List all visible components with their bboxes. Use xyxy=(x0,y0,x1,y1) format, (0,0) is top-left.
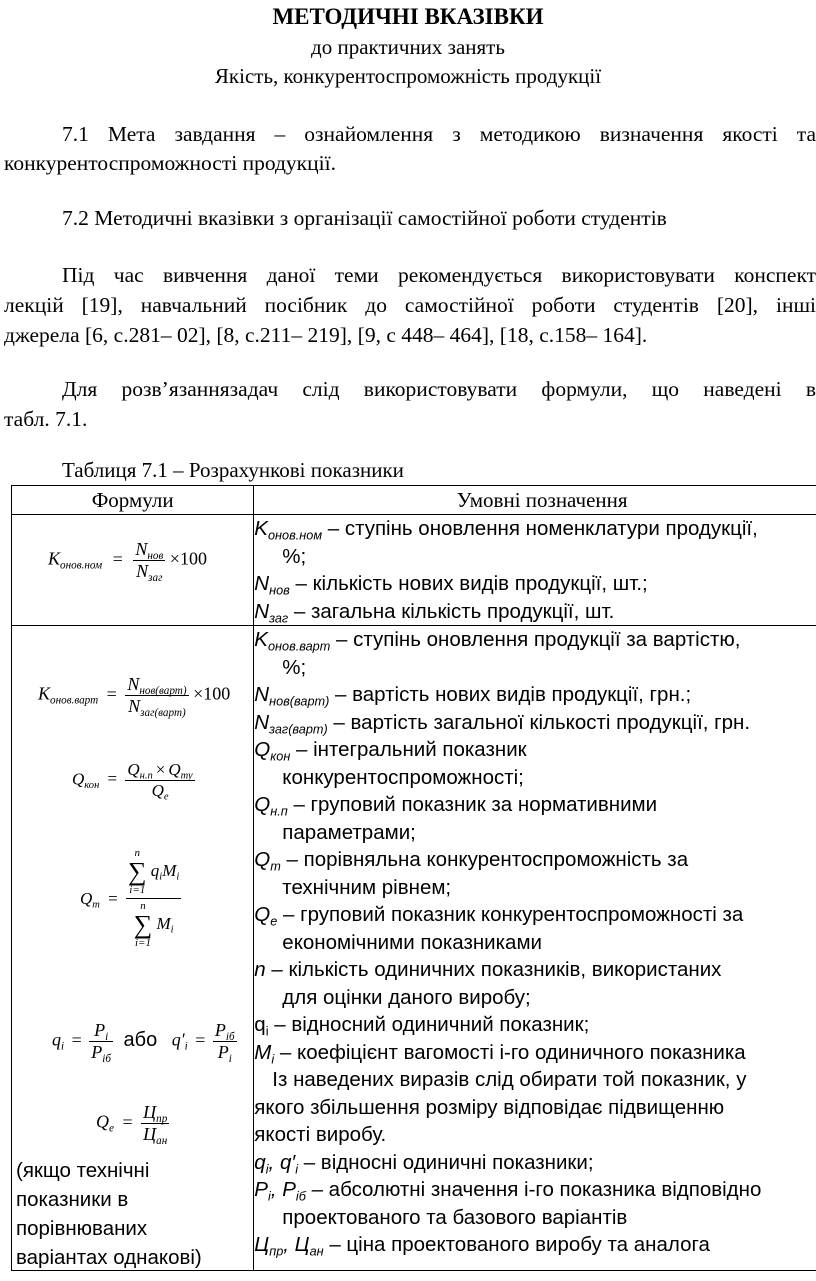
fraction: $\frac{N_{нов}}{N_{заг}}$ xyxy=(135,539,164,584)
document-topic: Якість, конкурентоспроможність продукції xyxy=(214,64,602,88)
notation-line: %; xyxy=(282,544,307,568)
paragraph-guidelines-line: 7.2 Методичні вказівки з організації самостійної роботи студентів xyxy=(62,206,667,230)
paragraph-sources xyxy=(4,260,816,350)
notation-line: проектованого та базового варіантів xyxy=(282,1205,628,1229)
notation-line: $Q_т$ – порівняльна конкурентоспроможність за xyxy=(254,848,689,874)
fraction: n ∑ i=1 $q_iM_i$ n ∑ i=1 $M_i$ xyxy=(127,847,180,949)
header-notation: Умовні позначення xyxy=(254,486,816,515)
notation-line: Із наведених виразів слід обирати той показник, у xyxy=(272,1068,747,1091)
notation-line: $N_{нов}$ – кількість нових видів продукції, шт.; xyxy=(254,572,648,598)
notation-line: $K_{онов.ном}$ – ступінь оновлення номенклатури продукції, xyxy=(254,517,758,543)
paragraph-sources-line3: джерела [6, с.281– 02], [8, с.211– 219], [9, с 448– 464], [18, с.158– 164]. xyxy=(4,323,648,347)
paragraph-goal-line2: конкурентоспроможності продукції. xyxy=(4,151,336,175)
table-caption: Таблиця 7.1 – Розрахункові показники xyxy=(62,458,404,482)
notation-line: технічним рівнем; xyxy=(282,875,452,899)
notation-line: $Q_{н.п}$ – груповий показник за нормативними xyxy=(254,793,658,819)
fraction: $\frac{Ц_{пр}}{Ц_{ан}}$ xyxy=(143,1102,168,1147)
formula-nomenclature-renewal: $K_{онов.ном}$ = $\frac{N_{нов}}{N_{заг}}$ ×100 xyxy=(48,539,207,584)
fraction: $\frac{P_{іб}}{P_i}$ xyxy=(214,1020,235,1065)
notation-line: $q_і$ – відносний одиничний показник; xyxy=(254,1013,590,1039)
paragraph-goal-line1: 7.1 Мета завдання – ознайомлення з методикою визначення якості та xyxy=(62,122,816,146)
formula-value-renewal: $K_{онов.варт}$ = $\frac{N_{нов(варт)}}{N_{заг(варт)}}$ ×100 xyxy=(38,674,231,719)
table-row xyxy=(12,626,816,1271)
indicators-table xyxy=(11,485,816,1271)
notation-line: параметрами; xyxy=(282,820,416,844)
formula-technical-competitiveness: $Q_т$ = n ∑ i=1 $q_iM_i$ n ∑ i=1 $M_i$ xyxy=(80,847,180,949)
notation-line: для оцінки даного виробу; xyxy=(282,985,531,1009)
table-header-row xyxy=(12,486,816,515)
paragraph-goal xyxy=(4,120,816,178)
formula-integral-competitiveness: $Q_{кон}$ = $\frac{Q_{н.п} \times Q_{ту}}{Q_е}$ xyxy=(72,760,193,803)
fraction: $\frac{N_{нов(варт)}}{N_{заг(варт)}}$ xyxy=(127,674,187,719)
paragraph-guidelines xyxy=(4,204,816,233)
paragraph-formulas xyxy=(4,374,816,434)
formula-cell-nomenclature xyxy=(12,515,254,626)
table-row xyxy=(12,515,816,626)
notation-line: економічними показниками xyxy=(282,930,542,954)
notation-line: $K_{онов.варт}$ – ступінь оновлення продукції за вартістю, xyxy=(254,628,741,654)
paragraph-sources-line2: лекцій [19], навчальний посібник до самостійної роботи студентів [20], інші xyxy=(4,293,816,317)
formula-relative-indicator: $q_i$ = $\frac{P_i}{P_{іб}}$ або $q'_i$ = $\frac{P_{іб}}{P_i}$ xyxy=(52,1020,235,1065)
formula-cell-competitiveness xyxy=(12,626,254,1271)
notation-line: %; xyxy=(282,655,307,679)
formula-note: (якщо технічні показники в порівнюваних варіантах однакові) xyxy=(16,1159,202,1269)
notation-line: $N_{нов(варт)}$ – вартість нових видів продукції, грн.; xyxy=(254,683,692,709)
paragraph-formulas-line2: табл. 7.1. xyxy=(4,407,88,431)
notation-line: $M_i$ – коефіцієнт вагомості і-го одиничного показника xyxy=(254,1040,746,1066)
notation-cell-nomenclature xyxy=(254,515,816,626)
fraction: $\frac{P_i}{P_{іб}}$ xyxy=(91,1020,111,1065)
document-title: МЕТОДИЧНІ ВКАЗІВКИ xyxy=(272,4,544,29)
notation-line: якого збільшення розміру відповідає підвищенню xyxy=(254,1095,725,1119)
paragraph-sources-line1: Під час вивчення даної теми рекомендується використовувати конспект xyxy=(62,263,816,287)
notation-line: $Q_{кон}$ – інтегральний показник xyxy=(254,738,527,764)
header-formulas: Формули xyxy=(12,486,254,515)
formula-economic-indicator: $Q_е$ = $\frac{Ц_{пр}}{Ц_{ан}}$ xyxy=(96,1102,168,1147)
notation-line: $N_{заг(варт)}$ – вартість загальної кількості продукції, грн. xyxy=(254,710,751,736)
notation-line: $q_i$, $q'_i$ – відносні одиничні показники; xyxy=(254,1150,594,1176)
notation-line: якості виробу. xyxy=(254,1123,387,1146)
notation-line: $N_{заг}$ – загальна кількість продукції, шт. xyxy=(254,599,615,625)
paragraph-formulas-line1: Для розв’язаннязадач слід використовувати формули, що наведені в xyxy=(62,377,816,401)
notation-cell-competitiveness xyxy=(254,626,816,1271)
notation-line: n – кількість одиничних показників, використаних xyxy=(254,958,722,981)
fraction: $\frac{Q_{н.п} \times Q_{ту}}{Q_е}$ xyxy=(127,760,193,803)
notation-line: $Q_е$ – груповий показник конкурентоспроможності за xyxy=(254,903,744,929)
notation-line: $Ц_{пр}$, $Ц_{ан}$ – ціна проектованого виробу та аналога xyxy=(254,1233,710,1259)
notation-line: $P_i$, $P_{іб}$ – абсолютні значення і-го показника відповідно xyxy=(254,1178,762,1204)
notation-line: конкурентоспроможності; xyxy=(282,765,524,789)
document-subtitle: до практичних занять xyxy=(311,35,505,59)
